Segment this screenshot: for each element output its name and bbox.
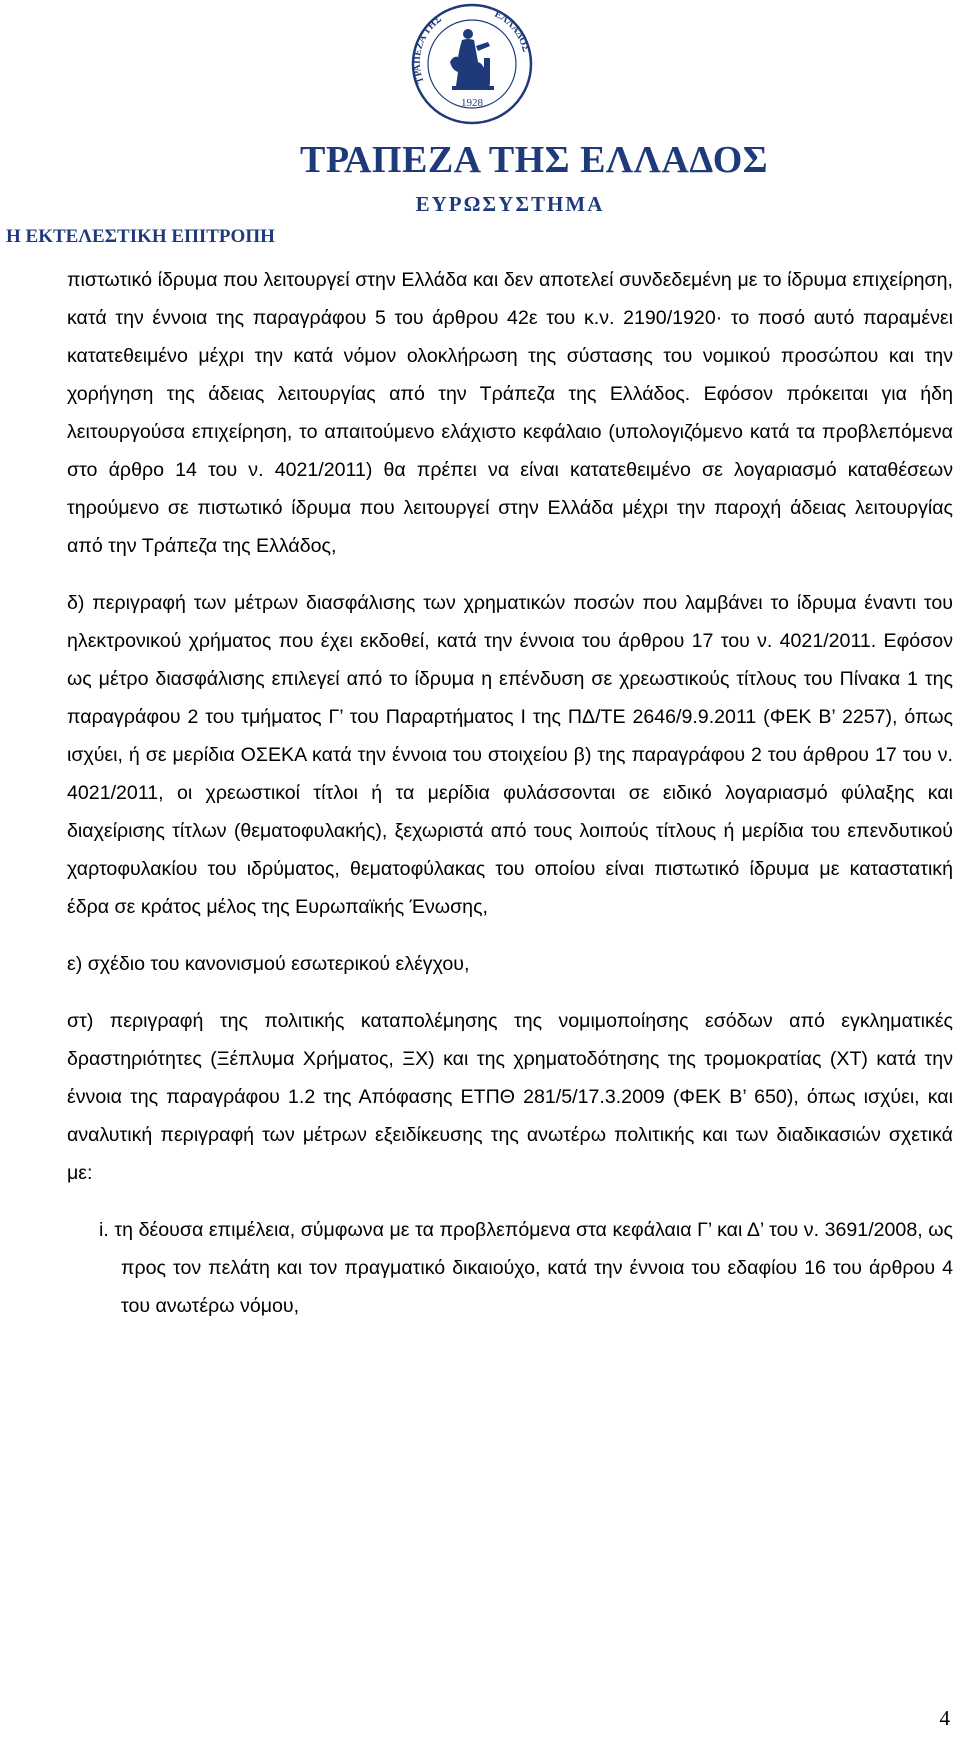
bank-logo: [300, 0, 769, 225]
paragraph-continuation: πιστωτικό ίδρυμα που λειτουργεί στην Ελλάδα και δεν αποτελεί συνδεδεμένη με το ίδρυμα επιχείρηση, κατά την έννοια της παραγράφου 5 του άρθρου 42ε του κ.ν. 2190/1920· το ποσό αυτό παραμένει κατατεθειμένο μέχρι την κατά νόμον ολοκλήρωση της σύστασης του νομικού προσώπου και την χορήγηση της άδειας λειτουργίας από την Τράπεζα της Ελλάδος. Εφόσον πρόκειται για ήδη λειτουργούσα επιχείρηση, το απαιτούμενο ελάχιστο κεφάλαιο (υπολογιζόμενο κατά τα προβλεπόμενα στο άρθρο 14 του ν. 4021/2011) θα πρέπει να είναι κατατεθειμένο σε λογαριασμό καταθέσεων τηρούμενο σε πιστωτικό ίδρυμα που λειτουργεί στην Ελλάδα μέχρι την παροχή άδειας λειτουργίας από την Τράπεζα της Ελλάδος,: [67, 269, 953, 557]
seal-year: 1928: [461, 97, 483, 109]
page-number: 4: [939, 1706, 950, 1730]
paragraph-e: ε) σχέδιο του κανονισμού εσωτερικού ελέγχου,: [67, 953, 470, 975]
list-item-i: i. τη δέουσα επιμέλεια, σύμφωνα με τα προβλεπόμενα στα κεφάλαια Γ’ και Δ’ του ν. 3691/2008, ως προς τον πελάτη και τον πραγματικό δικαιούχο, κατά την έννοια του εδαφίου 16 του άρθρου 4 του ανωτέρω νόμου,: [99, 1219, 953, 1317]
svg-text:ΕΛΛΑΔΟΣ: ΕΛΛΑΔΟΣ: [492, 8, 532, 54]
paragraph-st: στ) περιγραφή της πολιτικής καταπολέμησης της νομιμοποίησης εσόδων από εγκληματικές δραστηριότητες (Ξέπλυμα Χρήματος, ΞΧ) και της χρηματοδότησης της τρομοκρατίας (ΧΤ) κατά την έννοια της παραγράφου 1.2 της Απόφασης ΕΤΠΘ 281/5/17.3.2009 (ΦΕΚ Β’ 650), όπως ισχύει, και αναλυτική περιγραφή των μέτρων εξειδίκευσης της ανωτέρω πολιτικής και των διαδικασιών σχετικά με:: [67, 1010, 953, 1184]
svg-text:ΤΡΑΠΕΖΑ ΤΗΣ: ΤΡΑΠΕΖΑ ΤΗΣ: [411, 13, 444, 85]
eurosystem-label: ΕΥΡΩΣΥΣΤΗΜΑ: [415, 192, 605, 216]
committee-heading: Η ΕΚΤΕΛΕΣΤΙΚΗ ΕΠΙΤΡΟΠΗ: [6, 226, 275, 247]
bank-seal-icon: [410, 2, 534, 126]
document-body: [67, 261, 953, 1325]
bank-name: ΤΡΑΠΕΖΑ ΤΗΣ ΕΛΛΑΔΟΣ: [300, 139, 769, 181]
paragraph-d: δ) περιγραφή των μέτρων διασφάλισης των χρηματικών ποσών που λαμβάνει το ίδρυμα έναντι του ηλεκτρονικού χρήματος που έχει εκδοθεί, κατά την έννοια του άρθρου 17 του ν. 4021/2011. Εφόσον ως μέτρο διασφάλισης επιλεγεί από το ίδρυμα η επένδυση σε χρεωστικούς τίτλους του Πίνακα 1 της παραγράφου 2 του τμήματος Γ’ του Παραρτήματος Ι της ΠΔ/ΤΕ 2646/9.9.2011 (ΦΕΚ Β’ 2257), όπως ισχύει, ή σε μερίδια ΟΣΕΚΑ κατά την έννοια του στοιχείου β) της παραγράφου 2 του άρθρου 17 του ν. 4021/2011, οι χρεωστικοί τίτλοι ή τα μερίδια φυλάσσονται σε ειδικό λογαριασμό φύλαξης και διαχείρισης τίτλων (θεματοφυλακής), ξεχωριστά από τους λοιπούς τίτλους ή μερίδια του επενδυτικού χαρτοφυλακίου του ιδρύματος, θεματοφύλακας του οποίου είναι πιστωτικό ίδρυμα με καταστατική έδρα σε κράτος μέλος της Ευρωπαϊκής Ένωσης,: [67, 592, 953, 918]
